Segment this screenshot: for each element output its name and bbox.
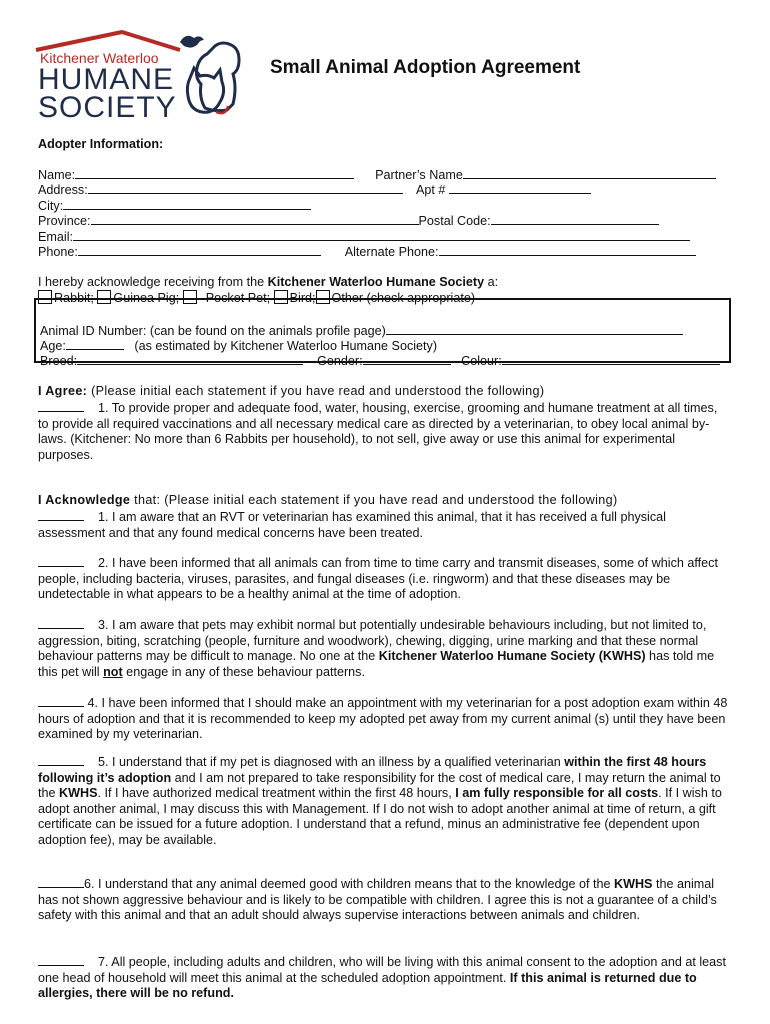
ack-item-5-bold-2: KWHS (59, 786, 98, 801)
ack-item-3-text-2: has told me this pet will (38, 649, 715, 679)
ack-item-4-text: 4. I have been informed that I should make an appointment with my veterinarian for a post adoption exam within 48 hours of adoption and that it is recommended to keep my adopted pet away from my current animal (s) until they have been examined by my veterinarian. (38, 696, 728, 742)
guinea-pig-label: Guinea Pig; (113, 291, 180, 305)
agree-item-1-text: 1. To provide proper and adequate food, water, housing, exercise, grooming and humane treatment at all times, to provide all required vaccinations and all necessary medical care as directed by a veterinarian, to obey local animal by-laws. (Kitchener: No more than 6 Rabbits per household), to not sell, give away or use this animal for experimental purposes. (38, 401, 718, 462)
ack-item-5-text: 5. I understand that if my pet is diagnosed with an illness by a qualified veterinarian (98, 755, 565, 769)
gender-field[interactable] (363, 353, 451, 365)
pocket-pet-label: Pocket Pet; (205, 291, 271, 305)
ack-item-5-bold-3: I am fully responsible for all costs (455, 786, 659, 801)
agree-item-1 (38, 400, 728, 463)
ack-item-7-text: 7. All people, including adults and children, who will be living with this animal consent to the adoption and at least one head of household will meet this animal at the scheduled adoption appointment. (38, 955, 726, 985)
ack-heading-label: I Acknowledge (38, 493, 131, 507)
agree-intro: (Please initial each statement if you have read and understood the following) (87, 384, 545, 398)
colour-label: Colour: (461, 354, 502, 368)
breed-field[interactable] (77, 353, 303, 365)
ack-item-1-text: 1. I am aware that an RVT or veterinarian has examined this animal, that it has received a full physical assessment and that any found medical concerns have been treated. (38, 510, 666, 540)
bird-label: Bird; (289, 291, 316, 305)
ack-item-6-bold: KWHS (613, 877, 653, 891)
partner-label: Partner’s Name (375, 168, 463, 182)
animal-id-label: Animal ID Number: (can be found on the animals profile page) (40, 324, 386, 338)
ack-item-3-org: Kitchener Waterloo Humane Society (KWHS) (378, 649, 646, 664)
ack-item-2-text: 2. I have been informed that all animals can from time to time carry and transmit diseases, some of which affect people, including bacteria, viruses, parasites, and fungal diseases (i.e. ringworm) and that these diseases may be undetectable in what appears to be a healthy animal at the time of adoption. (38, 556, 718, 602)
other-label: Other (check appropriate) (331, 291, 476, 305)
ack-item-6-text-2: the animal has not shown aggressive behaviour and is likely to be compatible with children. I agree this is not a guarantee of a child’s safety with this animal and that an adult should always supervise interactions between animals and children. (38, 877, 717, 923)
page-title: Small Animal Adoption Agreement (270, 57, 581, 78)
ack-item-3-text-3: engage in any of these behaviour patterns. (122, 664, 365, 679)
ack-item-7-bold: If this animal is returned due to allergies, there will be no refund. (38, 970, 697, 1001)
logo (30, 28, 266, 128)
agree-heading (38, 369, 544, 399)
adopter-heading: Adopter Information: (38, 137, 164, 151)
email-label: Email: (38, 230, 73, 244)
phone-field[interactable] (78, 244, 321, 256)
ack-item-5-bold-1: within the first 48 hours following it’s adoption (38, 755, 707, 785)
ack-initial-2[interactable] (38, 555, 84, 567)
age-label: Age: (40, 339, 66, 353)
ack-intro: that: (Please initial each statement if you have read and understood the following) (130, 493, 618, 507)
logo-text-1: Kitchener Waterloo (40, 50, 159, 66)
ack-item-3-not: not (103, 664, 123, 679)
ack-item-3 (38, 617, 728, 680)
receive-suffix: a: (484, 275, 499, 289)
agree-heading-label: I Agree: (38, 384, 88, 398)
ack-initial-3[interactable] (38, 617, 84, 629)
ack-item-5-text-2: and I am not prepared to take responsibility for the cost of medical care, I may return the animal to the (38, 770, 721, 801)
receive-prefix: I hereby acknowledge receiving from the (38, 275, 268, 289)
breed-label: Breed: (40, 354, 78, 368)
receive-org: Kitchener Waterloo Humane Society (267, 275, 485, 289)
ack-item-5-text-3: . If I have authorized medical treatment within the first 48 hours, (97, 786, 456, 801)
rabbit-label: Rabbit; (54, 291, 94, 305)
phone-row (38, 229, 696, 260)
city-label: City: (38, 199, 64, 213)
ack-item-3-text: 3. I am aware that pets may exhibit normal but potentially undesirable behaviours including, but not limited to, aggression, biting, scratching (people, furniture and woodwork), chewing, digging, urine marking and that these normal behaviour patterns may be difficult to manage. No one at the (38, 618, 707, 664)
name-label: Name: (38, 168, 76, 182)
apt-field[interactable] (449, 182, 591, 194)
logo-text-3: SOCIETY (38, 91, 177, 124)
ack-item-1 (38, 509, 728, 541)
phone-label: Phone: (38, 245, 78, 259)
ack-heading (38, 478, 618, 508)
postal-label: Postal Code: (418, 214, 491, 228)
ack-initial-7[interactable] (38, 954, 84, 966)
animal-info-box (34, 298, 731, 368)
age-note: (as estimated by Kitchener Waterloo Humane Society) (134, 339, 438, 353)
alt-phone-label: Alternate Phone: (344, 245, 439, 259)
ack-initial-1[interactable] (38, 509, 84, 521)
agree-initial-1[interactable] (38, 400, 84, 412)
ack-item-7 (38, 954, 728, 1002)
ack-initial-6[interactable] (38, 876, 84, 888)
gender-label: Gender: (317, 354, 363, 368)
ack-item-2 (38, 555, 728, 603)
address-label: Address: (38, 183, 88, 197)
apt-label: Apt # (416, 183, 446, 197)
ack-item-5-text-4: . If I wish to adopt another animal, I may discuss this with Management. If I do not wish to adopt another animal at time of return, a gift certificate can be issued for a future adoption. I understand that a refund, minus an administrative fee (dependent upon adoption fee), may be available. (38, 786, 722, 847)
province-label: Province: (38, 214, 91, 228)
ack-item-6 (38, 876, 728, 924)
ack-item-4 (38, 695, 728, 743)
ack-initial-4[interactable] (38, 695, 84, 707)
colour-field[interactable] (502, 353, 720, 365)
ack-item-6-text: 6. I understand that any animal deemed good with children means that to the knowledge of the (84, 877, 614, 891)
ack-item-5 (38, 754, 728, 849)
alt-phone-field[interactable] (439, 244, 696, 256)
logo-text-2: HUMANE (38, 63, 175, 96)
ack-initial-5[interactable] (38, 754, 84, 766)
